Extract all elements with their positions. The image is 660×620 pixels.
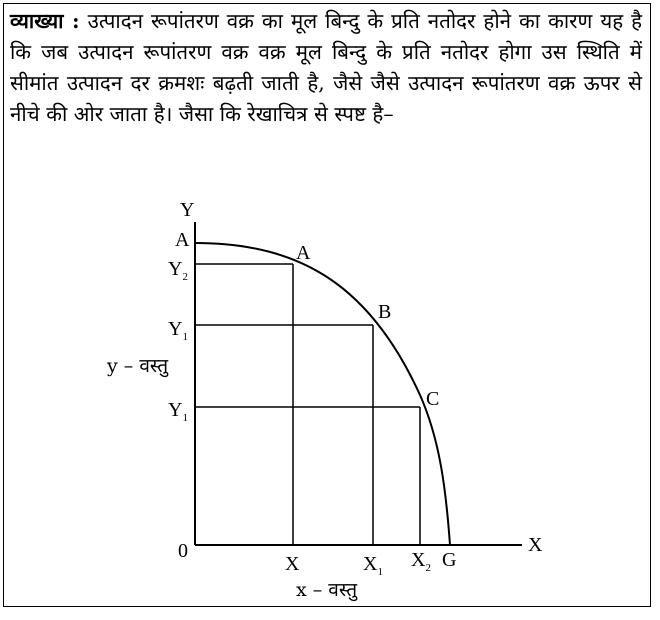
point-b-label: B [378,301,392,323]
y-tick-2-label: $Y_1$ [168,318,188,343]
y-tick-1-label: $Y_2$ [168,258,188,283]
x-tick-3-label: $X_2$ [411,549,431,574]
point-c-label: C [426,388,440,410]
x-tick-1-label: X [285,553,300,575]
ppc-curve [195,243,450,545]
point-a-label: A [296,242,311,264]
explanation-body: उत्पादन रूपांतरण वक्र का मूल बिन्दु के प्रति नतोदर होने का कारण यह है कि जब उत्पादन रूपांतरण वक्र वक्र मूल बिन्दु के प्रति नतोदर होगा उस स्थिति में सीमांत उत्पादन दर क्रमशः बढ़ती जाती है, जैसे जैसे उत्पादन रूपांतरण वक्र ऊपर से नीचे की ओर जाता है। जैसा कि रेखाचित्र से स्पष्ट है– [10,9,642,126]
y-axis-title: y – वस्तु [107,355,169,377]
curve-end-label: G [442,549,457,571]
x-axis-title: x – वस्तु [296,579,358,601]
x-axis-end-label: X [528,534,543,556]
x-tick-2-label: $X_1$ [363,553,383,578]
y-tick-3-label: $Y_1$ [168,399,188,424]
y-axis-top-label: Y [180,199,195,221]
origin-label: 0 [178,540,188,562]
explanation-heading: व्याख्या : [10,9,80,33]
curve-start-label: A [175,229,190,251]
